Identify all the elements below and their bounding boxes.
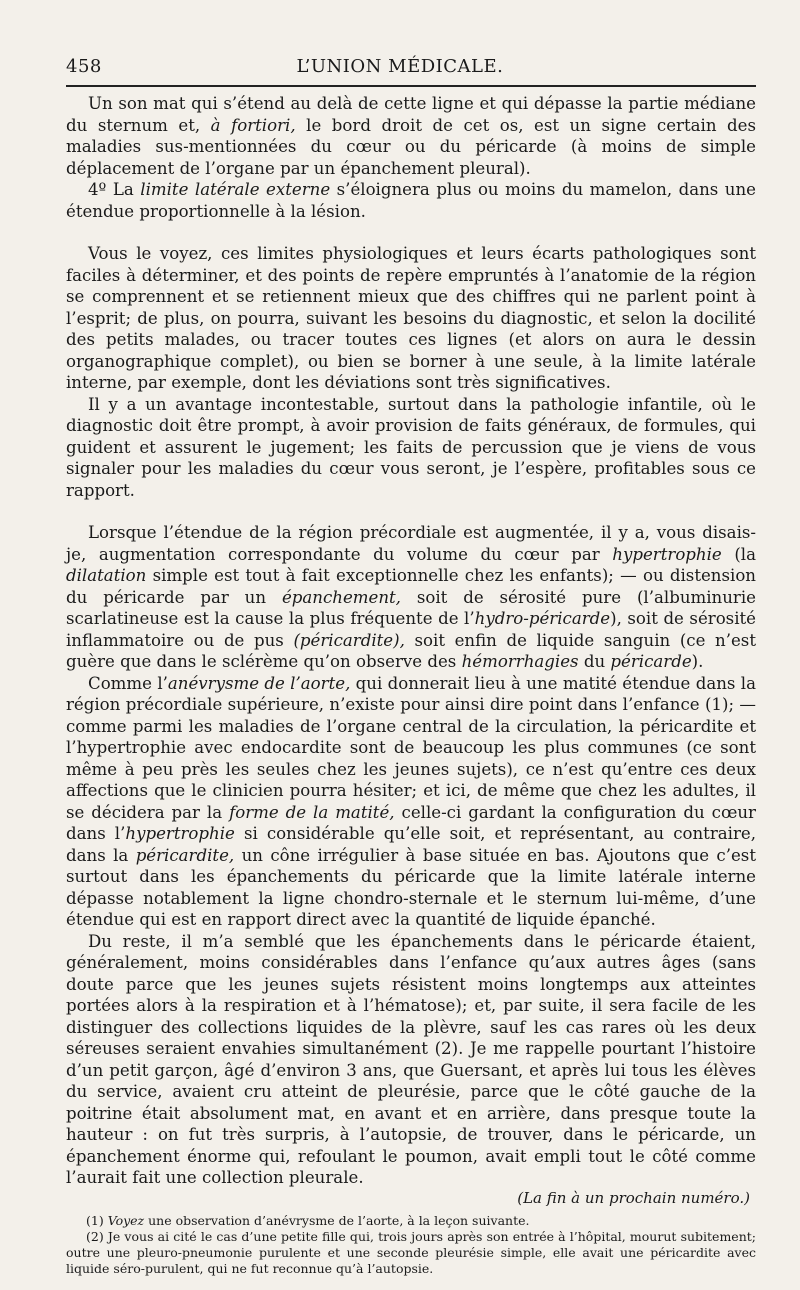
italic-term: Voyez — [107, 1212, 145, 1228]
page — [66, 56, 756, 1277]
italic-term: épanchement, — [281, 587, 401, 607]
footnotes — [66, 1213, 756, 1277]
article-body — [66, 93, 756, 1189]
italic-term: hypertrophie — [612, 544, 722, 564]
paragraph-6: Comme l’anévrysme de l’aorte, qui donnerait lieu à une matité étendue dans la région précordiale supérieure, n’existe pour ainsi dire point dans l’enfance (1); — comme parmi les maladies de l’organe central de la circulation, la péricardite et l’hypertrophie avec endocardite sont de beaucoup les plus communes (ce sont même à peu près les seules chez les jeunes sujets), ce n’est qu’entre ces deux affections que le clinicien pourra hésiter; et ici, de même que chez les adultes, il se décidera par la forme de la matité, celle-ci gardant la configuration du cœur dans l’hypertrophie si considérable qu’elle soit, et représentant, au contraire, dans la péricardite, un cône irrégulier à base située en bas. Ajoutons que c’est surtout dans les épanchements du péricarde que la limite latérale interne dépasse notablement la ligne chondro-sternale et le sternum lui-même, d’une étendue qui est en rapport direct avec la quantité de liquide épanché. — [66, 673, 756, 929]
paragraph-5: Lorsque l’étendue de la région précordiale est augmentée, il y a, vous disais-je, augmentation correspondante du volume du cœur par hypertrophie (la dilatation simple est tout à fait exceptionnelle chez les enfants); — ou distension du péricarde par un épanchement, soit de sérosité pure (l’albuminurie scarlatineuse est la cause la plus fréquente de l’hydro-péricarde), soit de sérosité inflammatoire ou de pus (péricardite), soit enfin de liquide sanguin (ce n’est guère que dans le sclérème qu’on observe des hémorrhagies du péricarde). — [66, 523, 756, 671]
italic-term: forme de la matité, — [229, 802, 395, 822]
header-rule — [66, 85, 756, 87]
page-number: 458 — [66, 56, 102, 77]
footnote-1: (1) Voyez une observation d’anévrysme de l’aorte, à la leçon suivante. — [86, 1212, 530, 1228]
italic-term: hémorrhagies — [461, 652, 579, 671]
section-break — [66, 222, 756, 243]
continuation-note — [66, 1189, 750, 1207]
italic-term: limite latérale externe — [140, 180, 331, 199]
italic-term: (péricardite), — [293, 630, 405, 650]
paragraph-7: Du reste, il m’a semblé que les épanchements dans le péricarde étaient, généralement, moins considérables dans l’enfance qu’aux autres âges (sans doute parce que les jeunes sujets résistent moins longtemps aux atteintes portées alors à la respiration et à l’hématose); et, par suite, il sera facile de les distinguer des collections liquides de la plèvre, sauf les cas rares où les deux séreuses seraient envahies simultanément (2). Je me rappelle pourtant l’histoire d’un petit garçon, âgé d’environ 3 ans, que Guersant, et après lui tous les élèves du service, avaient cru atteint de pleurésie, parce que le côté gauche de la poitrine était absolument mat, en avant et en arrière, dans presque toute la hauteur : on fut très surpris, à l’autopsie, de trouver, dans le péricarde, un épanchement énorme qui, refoulant le poumon, avait empli tout le côté comme l’aurait fait une collection pleurale. — [66, 931, 756, 1187]
continuation-note-text: (La fin à un prochain numéro.) — [517, 1188, 750, 1207]
paragraph-4: Il y a un avantage incontestable, surtout dans la pathologie infantile, où le diagnostic doit être prompt, à avoir provision de faits généraux, de formules, qui guident et assurent le jugement; les faits de percussion que je viens de vous signaler pour les maladies du cœur vous seront, je l’espère, profitables sous ce rapport. — [66, 394, 756, 500]
section-break — [66, 501, 756, 522]
paragraph-2: 4º La limite latérale externe s’éloignera plus ou moins du mamelon, dans une étendue proportionnelle à la lésion. — [66, 180, 756, 221]
italic-term: péricardite, — [135, 845, 235, 865]
paragraph-3: Vous le voyez, ces limites physiologiques et leurs écarts pathologiques sont faciles à déterminer, et des points de repère empruntés à l’anatomie de la région se comprennent et se retiennent mieux que des chiffres qui ne parlent point à l’esprit; de plus, on pourra, suivant les besoins du diagnostic, et selon la docilité des petits malades, ou tracer toutes ces lignes (et alors on aura le dessin organographique complet), ou bien se borner à une seule, à la limite latérale interne, par exemple, dont les déviations sont très significatives. — [66, 244, 756, 392]
italic-term: péricarde — [610, 652, 692, 671]
italic-term: hypertrophie — [125, 824, 235, 843]
italic-term: à fortiori, — [210, 115, 296, 135]
italic-term: hydro-péricarde — [474, 609, 611, 628]
italic-term: dilatation — [66, 566, 147, 585]
paragraph-1: Un son mat qui s’étend au delà de cette ligne et qui dépasse la partie médiane du sternum et, à fortiori, le bord droit de cet os, est un signe certain des maladies sus-mentionnées du cœur ou du péricarde (à moins de simple déplacement de l’organe par un épanchement pleural). — [66, 94, 756, 178]
footnote-2: (2) Je vous ai cité le cas d’une petite fille qui, trois jours après son entrée à l’hôpital, mourut subitement; outre une pleuro-pneumonie purulente et une seconde pleurésie simple, elle avait une péricardite avec liquide séro-purulent, qui ne fut reconnue qu’à l’autopsie. — [66, 1228, 756, 1276]
journal-title: L’UNION MÉDICALE. — [296, 56, 504, 77]
page-header — [66, 56, 756, 77]
italic-term: anévrysme de l’aorte, — [167, 673, 351, 693]
